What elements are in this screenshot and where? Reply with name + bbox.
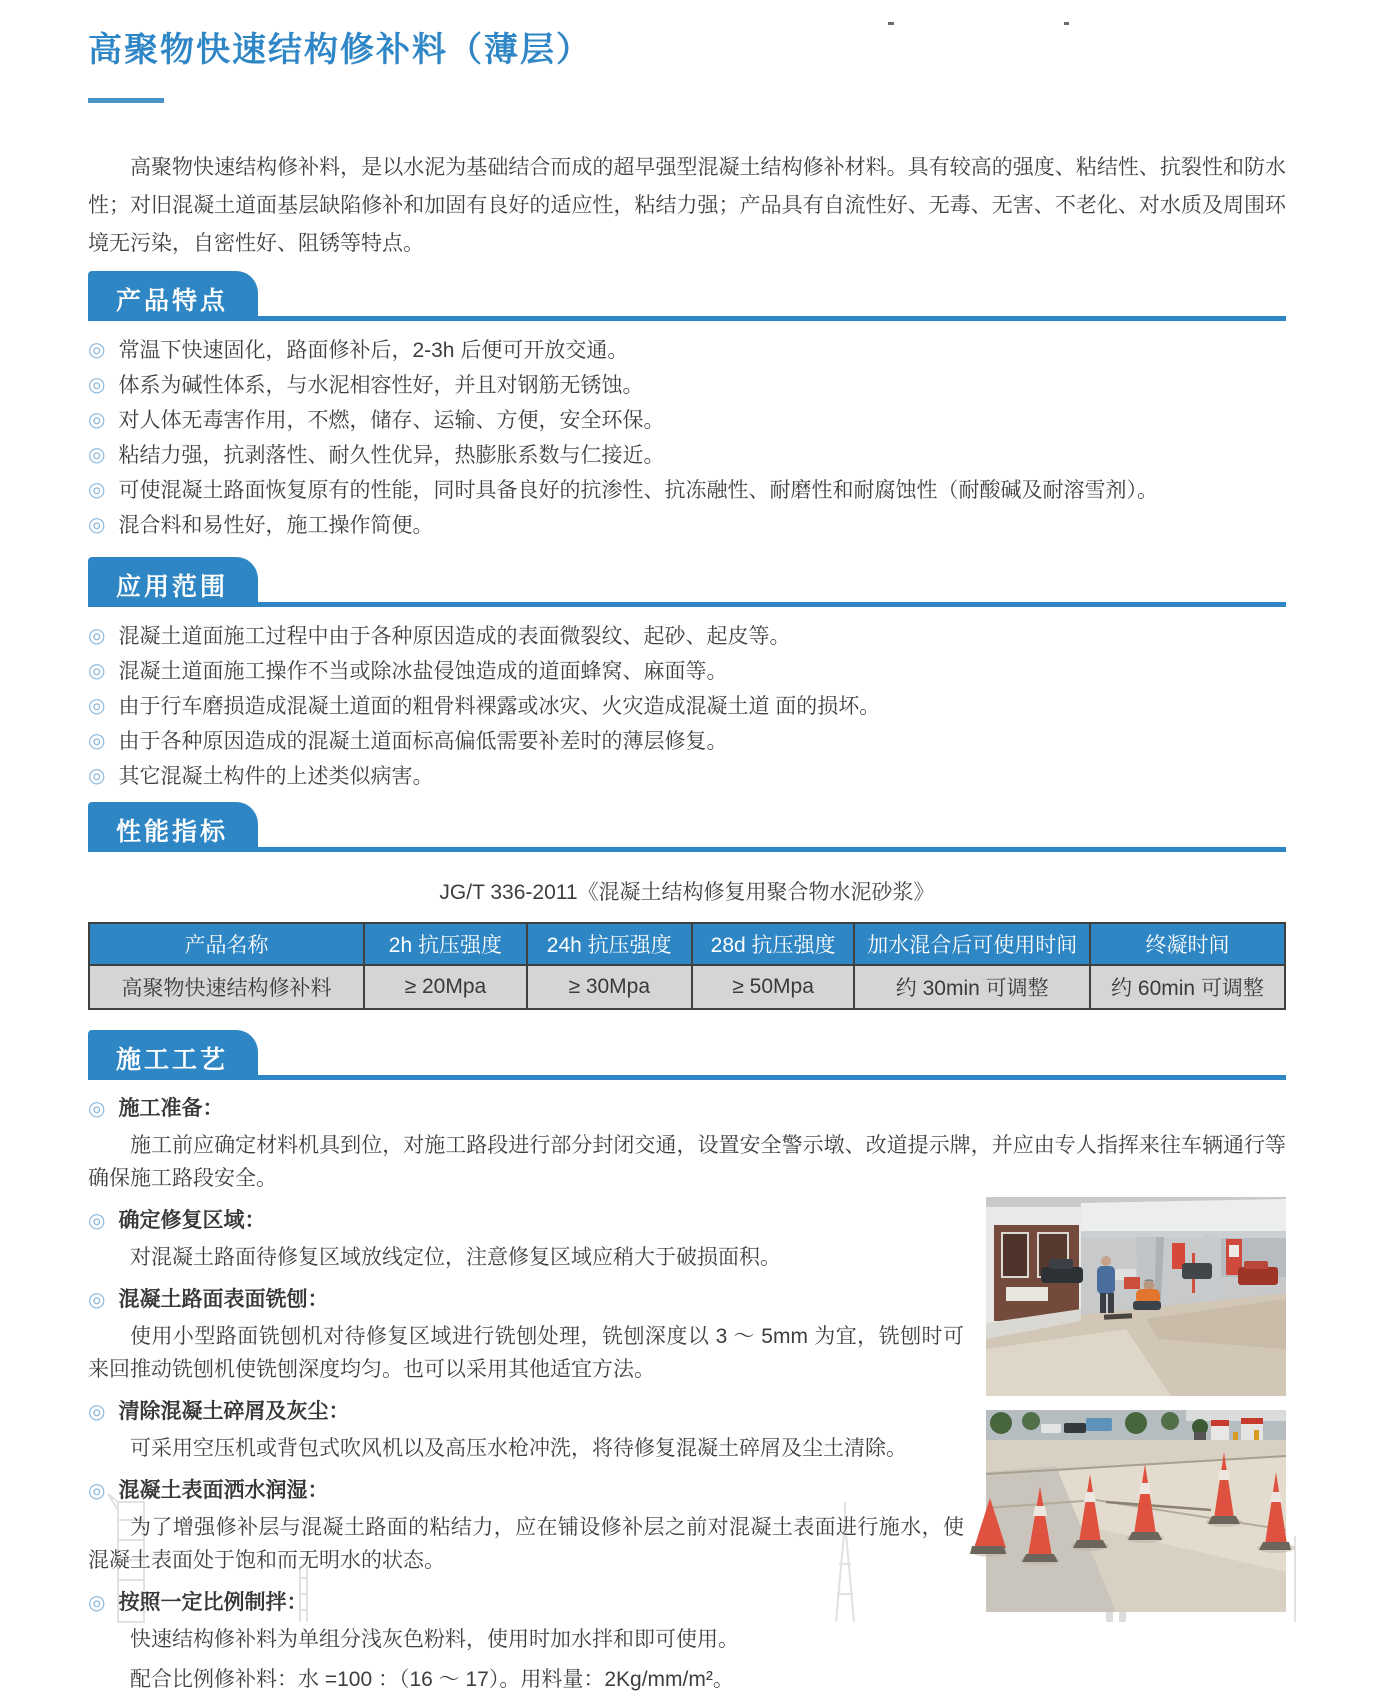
application-item: [88, 759, 1286, 794]
step-heading-text: 确定修复区域：: [118, 1209, 266, 1232]
feature-item: [88, 403, 1286, 438]
application-item: [88, 619, 1286, 654]
table-data-cell: ≥ 50Mpa: [692, 965, 855, 1009]
ring-bullet-icon: ◎: [88, 730, 106, 752]
step-heading-text: 施工准备：: [118, 1097, 224, 1120]
applications-list: [88, 619, 1286, 794]
application-item-text: 混凝土道面施工操作不当或除冰盐侵蚀造成的道面蜂窝、麻面等。: [118, 660, 728, 683]
title-underline-dash: [88, 98, 164, 103]
step-heading: [88, 1096, 1286, 1122]
table-data-cell: ≥ 30Mpa: [527, 965, 692, 1009]
section-rule: [88, 1075, 1286, 1080]
application-item-text: 由于各种原因造成的混凝土道面标高偏低需要补差时的薄层修复。: [118, 730, 728, 753]
table-header-cell: 28d 抗压强度: [692, 923, 855, 965]
feature-item: [88, 473, 1286, 508]
product-datasheet-page: [0, 22, 1384, 1691]
feature-item: [88, 438, 1286, 473]
application-item: [88, 654, 1286, 689]
application-item-text: 混凝土道面施工过程中由于各种原因造成的表面微裂纹、起砂、起皮等。: [118, 625, 791, 648]
table-header-row: [89, 923, 1285, 965]
table-data-cell: 约 30min 可调整: [854, 965, 1090, 1009]
feature-item: [88, 368, 1286, 403]
step-body-line: 对混凝土路面待修复区域放线定位，注意修复区域应稍大于破损面积。: [130, 1246, 781, 1269]
step-heading-text: 清除混凝土碎屑及灰尘：: [118, 1400, 350, 1423]
application-item-text: 其它混凝土构件的上述类似病害。: [118, 765, 434, 788]
section-header-process: [88, 1030, 1286, 1080]
table-header-cell: 24h 抗压强度: [527, 923, 692, 965]
ring-bullet-icon: ◎: [88, 1401, 106, 1423]
section-header-applications: [88, 557, 1286, 607]
feature-item: [88, 508, 1286, 543]
feature-item-text: 可使混凝土路面恢复原有的性能，同时具备良好的抗渗性、抗冻融性、耐磨性和耐腐蚀性（耐酸碱及耐溶雪剂）。: [118, 479, 1158, 502]
table-data-cell: 高聚物快速结构修补料: [89, 965, 364, 1009]
page-content: [0, 22, 1384, 1696]
ring-bullet-icon: ◎: [88, 409, 106, 431]
process-steps: [88, 1096, 1286, 1696]
feature-item-text: 体系为碱性体系，与水泥相容性好，并且对钢筋无锈蚀。: [118, 374, 644, 397]
step-body: [88, 1623, 1286, 1696]
features-list: [88, 333, 1286, 543]
section-rule: [88, 316, 1286, 321]
step-body-line: 使用小型路面铣刨机对待修复区域进行铣刨处理，铣刨深度以 3 ～ 5mm 为宜，铣刨时可来回推动铣刨机使铣刨深度均匀。也可以采用其他适宜方法。: [88, 1325, 964, 1381]
step-body-line: 快速结构修补料为单组分浅灰色粉料，使用时加水拌和即可使用。: [130, 1628, 739, 1651]
step-body-line: 施工前应确定材料机具到位，对施工路段进行部分封闭交通，设置安全警示墩、改道提示牌，并应由专人指挥来往车辆通行等确保施工路段安全。: [88, 1134, 1286, 1190]
table-header-cell: 2h 抗压强度: [364, 923, 527, 965]
section-header-features: [88, 271, 1286, 321]
section-rule: [88, 602, 1286, 607]
application-item: [88, 689, 1286, 724]
table-data-cell: 约 60min 可调整: [1090, 965, 1285, 1009]
table-header-cell: 终凝时间: [1090, 923, 1285, 965]
ring-bullet-icon: ◎: [88, 1098, 106, 1120]
feature-item-text: 常温下快速固化，路面修补后，2-3h 后便可开放交通。: [118, 339, 629, 362]
section-tab-features: 产品特点: [88, 271, 258, 321]
application-item-text: 由于行车磨损造成混凝土道面的粗骨料裸露或冰灾、火灾造成混凝土道 面的损坏。: [118, 695, 881, 718]
section-tab-process: 施工工艺: [88, 1030, 258, 1080]
step-body-line: 配合比例修补料：水 =100 ：（16 ～ 17）。用料量：2Kg/mm/m²。: [130, 1668, 734, 1691]
ring-bullet-icon: ◎: [88, 339, 106, 361]
page-crop-mark: [888, 22, 894, 25]
step-heading-text: 混凝土表面洒水润湿：: [118, 1479, 329, 1502]
photo-column: [986, 1197, 1286, 1612]
ring-bullet-icon: ◎: [88, 695, 106, 717]
feature-item-text: 对人体无毒害作用，不燃，储存、运输、方便，安全环保。: [118, 409, 665, 432]
table-data-row: [89, 965, 1285, 1009]
page-title: 高聚物快速结构修补料（薄层）: [88, 31, 592, 69]
step-body-line: 为了增强修补层与混凝土路面的粘结力，应在铺设修补层之前对混凝土表面进行施水，使混凝土表面处于饱和而无明水的状态。: [88, 1516, 964, 1572]
feature-item-text: 混合料和易性好，施工操作简便。: [118, 514, 434, 537]
feature-item: [88, 333, 1286, 368]
process-step: [88, 1096, 1286, 1195]
intro-paragraph: 高聚物快速结构修补料，是以水泥为基础结合而成的超早强型混凝土结构修补材料。具有较高的强度、粘结性、抗裂性和防水性；对旧混凝土道面基层缺陷修补和加固有良好的适应性，粘结力强；产品具有自流性好、无毒、无害、不老化、对水质及周围环境无污染，自密性好、阻锈等特点。: [88, 156, 1286, 255]
section-tab-applications: 应用范围: [88, 557, 258, 607]
section-header-performance: [88, 802, 1286, 852]
ring-bullet-icon: ◎: [88, 765, 106, 787]
ring-bullet-icon: ◎: [88, 1289, 106, 1311]
table-header-cell: 加水混合后可使用时间: [854, 923, 1090, 965]
application-item: [88, 724, 1286, 759]
section-tab-performance: 性能指标: [88, 802, 258, 852]
ring-bullet-icon: ◎: [88, 514, 106, 536]
ring-bullet-icon: ◎: [88, 625, 106, 647]
traffic-cones-photo: [986, 1410, 1286, 1612]
table-header-cell: 产品名称: [89, 923, 364, 965]
section-rule: [88, 847, 1286, 852]
ring-bullet-icon: ◎: [88, 1592, 106, 1614]
ring-bullet-icon: ◎: [88, 374, 106, 396]
ring-bullet-icon: ◎: [88, 660, 106, 682]
step-body: [88, 1129, 1286, 1195]
ring-bullet-icon: ◎: [88, 1210, 106, 1232]
feature-item-text: 粘结力强，抗剥落性、耐久性优异，热膨胀系数与仁接近。: [118, 444, 665, 467]
ring-bullet-icon: ◎: [88, 1480, 106, 1502]
ring-bullet-icon: ◎: [88, 479, 106, 501]
table-data-cell: ≥ 20Mpa: [364, 965, 527, 1009]
page-crop-mark: [1064, 22, 1069, 25]
step-heading-text: 混凝土路面表面铣刨：: [118, 1288, 329, 1311]
performance-table: [88, 922, 1286, 1010]
step-body-line: 可采用空压机或背包式吹风机以及高压水枪冲洗，将待修复混凝土碎屑及尘土清除。: [130, 1437, 907, 1460]
ring-bullet-icon: ◎: [88, 444, 106, 466]
construction-site-photo: [986, 1197, 1286, 1396]
step-heading-text: 按照一定比例制拌：: [118, 1591, 308, 1614]
standard-caption: JG/T 336-2011《混凝土结构修复用聚合物水泥砂浆》: [439, 881, 935, 904]
